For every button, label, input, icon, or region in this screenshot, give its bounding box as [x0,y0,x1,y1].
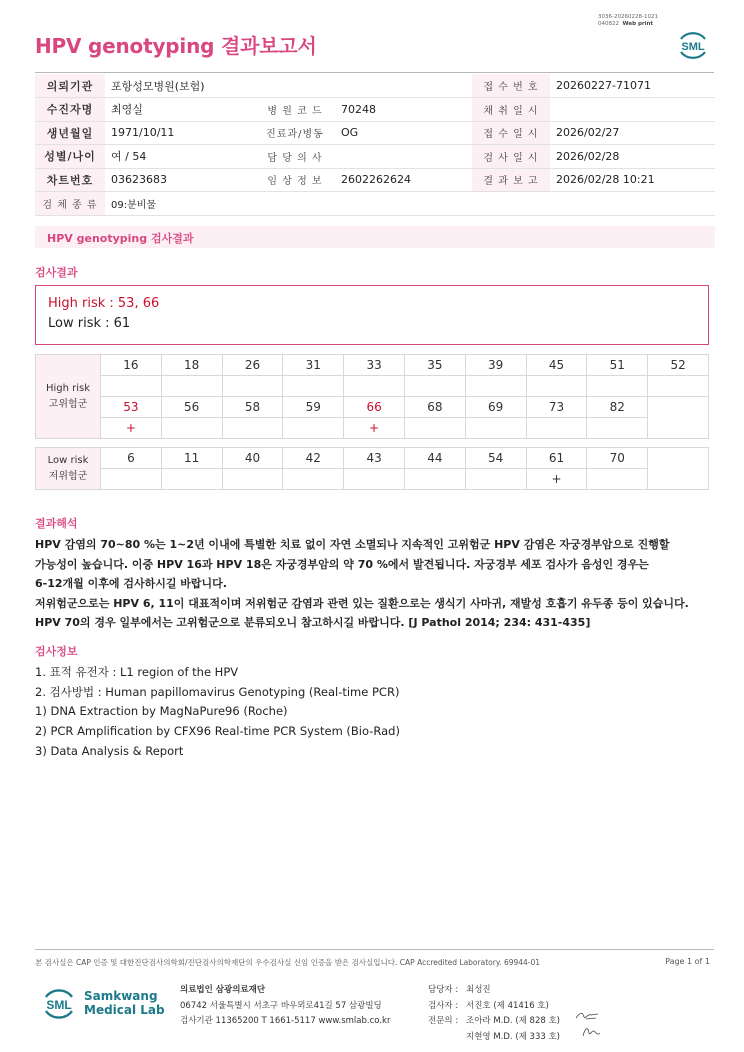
footer-divider [35,949,714,950]
test-info-line: 1. 표적 유전자 : L1 region of the HPV [35,665,239,679]
genotype-mark [587,469,648,490]
genotype-cell: 44 [404,448,465,469]
genotype-cell-empty [648,397,709,439]
info-row [35,168,715,192]
section-title: HPV genotyping 검사결과 [47,232,194,245]
genotype-mark [222,418,283,439]
genotype-mark-row [36,376,709,397]
low-risk-label-ko: 저위험군 [48,470,88,482]
high-risk-label-en: High risk [45,382,91,394]
info-row [35,121,715,145]
genotype-cell: 70 [587,448,648,469]
genotype-mark [161,469,222,490]
genotype-cell: 59 [283,397,344,418]
interpretation-line: 6-12개월 이후에 검사하시길 바랍니다. [35,577,227,590]
organization-address: 06742 서울특별시 서초구 바우뫼로41길 57 삼광빌딩 [180,1000,382,1011]
staff-row [428,1030,560,1046]
genotype-mark [526,376,587,397]
info-value: 09:분비물 [105,192,715,216]
staff-role: 담당자 : [428,985,459,995]
web-print-label: Web print [622,21,654,27]
genotype-mark [465,418,526,439]
genotype-mark [283,376,344,397]
signature-icon [580,1024,604,1038]
organization-info [180,983,390,1030]
signature-icon [574,1010,600,1022]
info-key: 접 수 번 호 [472,74,550,98]
report-code [598,14,668,28]
info-key: 성별/나이 [35,145,105,169]
accreditation-note: 본 검사실은 CAP 인증 및 대한진단검사의학회/진단검사의학재단의 우수검사실 신임 인증을 받은 검사실입니다. CAP Accredited Laboratory. 69944-01 [35,958,541,967]
info-key: 검 사 일 시 [472,145,550,169]
info-value: 2026/02/28 [550,145,715,169]
high-risk-label [36,355,101,439]
genotype-mark-positive: + [344,418,405,439]
genotype-mark-row [36,469,709,490]
genotype-mark-row [36,418,709,439]
genotype-cell: 39 [465,355,526,376]
test-info-line: 3) Data Analysis & Report [35,743,184,758]
genotype-row [36,397,709,418]
genotype-mark [465,376,526,397]
interpretation-text [35,535,715,633]
info-key: 담 당 의 사 [255,145,335,169]
info-key: 접 수 일 시 [472,121,550,145]
genotype-mark [283,418,344,439]
info-key: 수진자명 [35,98,105,122]
info-value: 2602262624 [335,168,472,192]
staff-name: 최성진 [466,985,491,995]
genotype-cell-empty [648,448,709,490]
brand-name-line2: Medical Lab [84,1003,165,1017]
genotype-mark [101,469,162,490]
genotype-mark [161,418,222,439]
brand-name-line1: Samkwang [84,989,158,1003]
genotype-cell: 26 [222,355,283,376]
low-risk-label-en: Low risk [47,454,89,466]
genotype-mark [101,376,162,397]
interpretation-line: 저위험군으로는 HPV 6, 11이 대표적이며 저위험군 감염과 관련 있는 질환으로는 생식기 사마귀, 재발성 호흡기 유두종 등이 있습니다. [35,596,689,610]
high-risk-result: High risk : 53, 66 [48,296,160,311]
result-box [35,285,709,345]
genotype-cell: 58 [222,397,283,418]
genotype-mark [587,418,648,439]
section-title-bar [35,226,715,248]
page-title: HPV genotyping 결과보고서 [35,34,317,58]
info-key: 결 과 보 고 [472,168,550,192]
info-value: 03623683 [105,168,255,192]
patient-info-table [35,74,715,216]
report-code-line1: 3036-20260228-1021 [598,14,658,20]
genotype-cell: 73 [526,397,587,418]
staff-name: 지현영 M.D. (제 333 호) [466,1031,561,1042]
staff-row [428,983,560,999]
info-value: 포항성모병원(보험) [105,74,472,98]
genotype-mark [222,469,283,490]
genotype-cell: 56 [161,397,222,418]
test-info-line: 2) PCR Amplification by CFX96 Real-time PCR System (Bio-Rad) [35,724,400,739]
staff-row [428,1014,560,1030]
genotype-cell: 18 [161,355,222,376]
genotype-cell-positive: 66 [344,397,405,418]
genotype-mark [648,376,709,397]
staff-name: 조아라 M.D. (제 828 호) [466,1016,561,1026]
low-risk-result: Low risk : 61 [48,316,131,331]
genotype-cell: 42 [283,448,344,469]
genotype-cell: 35 [404,355,465,376]
genotype-mark [404,376,465,397]
info-row [35,145,715,169]
genotype-mark [283,469,344,490]
result-heading: 검사결과 [35,266,78,279]
genotype-mark [222,376,283,397]
genotype-cell: 33 [344,355,405,376]
test-info-list [35,663,400,762]
genotype-row [36,355,709,376]
info-value: 20260227-71071 [550,74,715,98]
genotype-cell: 31 [283,355,344,376]
info-value: 2026/02/27 [550,121,715,145]
genotype-cell: 45 [526,355,587,376]
genotype-mark [404,418,465,439]
sml-logo-icon [674,26,712,62]
interpretation-line: 가능성이 높습니다. 이중 HPV 16과 HPV 18은 자궁경부암의 약 70 %에서 발견됩니다. 자궁경부 세포 검사가 음성인 경우는 [35,557,649,571]
info-key: 진료과/병동 [255,121,335,145]
info-row [35,98,715,122]
sml-logo-icon [38,982,80,1022]
staff-row [428,999,560,1015]
info-key: 차트번호 [35,168,105,192]
high-risk-genotype-table [35,354,709,439]
staff-role: 검사자 : [428,1000,459,1011]
info-value: 70248 [335,98,472,122]
staff-role [428,1030,466,1046]
genotype-cell: 69 [465,397,526,418]
staff-role: 전문의 : [428,1016,459,1026]
genotype-mark-positive: + [526,469,587,490]
genotype-cell: 43 [344,448,405,469]
info-value: 2026/02/28 10:21 [550,168,715,192]
low-risk-label [36,448,101,490]
test-info-line: 1) DNA Extraction by MagNaPure96 (Roche) [35,704,288,719]
info-key: 채 취 일 시 [472,98,550,122]
genotype-cell: 54 [465,448,526,469]
interpretation-heading: 결과해석 [35,517,78,530]
sml-logo-text: SML [46,998,72,1012]
info-key: 병 원 코 드 [255,98,335,122]
info-value [335,145,472,169]
genotype-mark [161,376,222,397]
genotype-mark-positive: + [101,418,162,439]
page-number: Page 1 of 1 [665,957,710,966]
low-risk-genotype-table [35,447,709,490]
genotype-cell-positive: 53 [101,397,162,418]
genotype-mark [344,376,405,397]
info-value: 최영실 [105,98,255,122]
info-row [35,192,715,216]
staff-name: 서진호 (제 41416 호) [466,1000,549,1011]
organization-name: 의료법인 삼광의료재단 [180,985,266,995]
test-info-heading: 검사정보 [35,645,78,658]
genotype-cell: 52 [648,355,709,376]
info-value: 여 / 54 [105,145,255,169]
genotype-cell: 6 [101,448,162,469]
staff-info [428,983,560,1045]
info-key: 생년월일 [35,121,105,145]
genotype-cell: 61 [526,448,587,469]
genotype-cell: 68 [404,397,465,418]
genotype-cell: 16 [101,355,162,376]
info-value [550,98,715,122]
info-value: OG [335,121,472,145]
genotype-mark [465,469,526,490]
info-key: 검 체 종 류 [35,192,105,216]
interpretation-line: HPV 감염의 70~80 %는 1~2년 이내에 특별한 치료 없이 자연 소멸되나 지속적인 고위험군 HPV 감염은 자궁경부암으로 진행할 [35,538,670,551]
genotype-mark [526,418,587,439]
info-key: 의뢰기관 [35,74,105,98]
genotype-mark [404,469,465,490]
test-info-line: 2. 검사방법 : Human papillomavirus Genotyping (Real-time PCR) [35,684,400,699]
info-key: 임 상 정 보 [255,168,335,192]
high-risk-label-ko: 고위험군 [48,398,88,410]
info-value: 1971/10/11 [105,121,255,145]
header-divider [35,72,714,73]
genotype-cell: 82 [587,397,648,418]
info-row [35,74,715,98]
report-code-line2: 040822 [598,21,619,27]
organization-contact: 검사기관 11365200 T 1661-5117 www.smlab.co.kr [180,1016,391,1026]
genotype-cell: 51 [587,355,648,376]
interpretation-line: HPV 70의 경우 일부에서는 고위험군으로 분류되오니 참고하시길 바랍니다. [J Pathol 2014; 234: 431-435] [35,616,591,629]
genotype-mark [587,376,648,397]
genotype-mark [344,469,405,490]
genotype-row [36,448,709,469]
genotype-cell: 11 [161,448,222,469]
sml-logo-text: SML [681,41,705,53]
genotype-cell: 40 [222,448,283,469]
